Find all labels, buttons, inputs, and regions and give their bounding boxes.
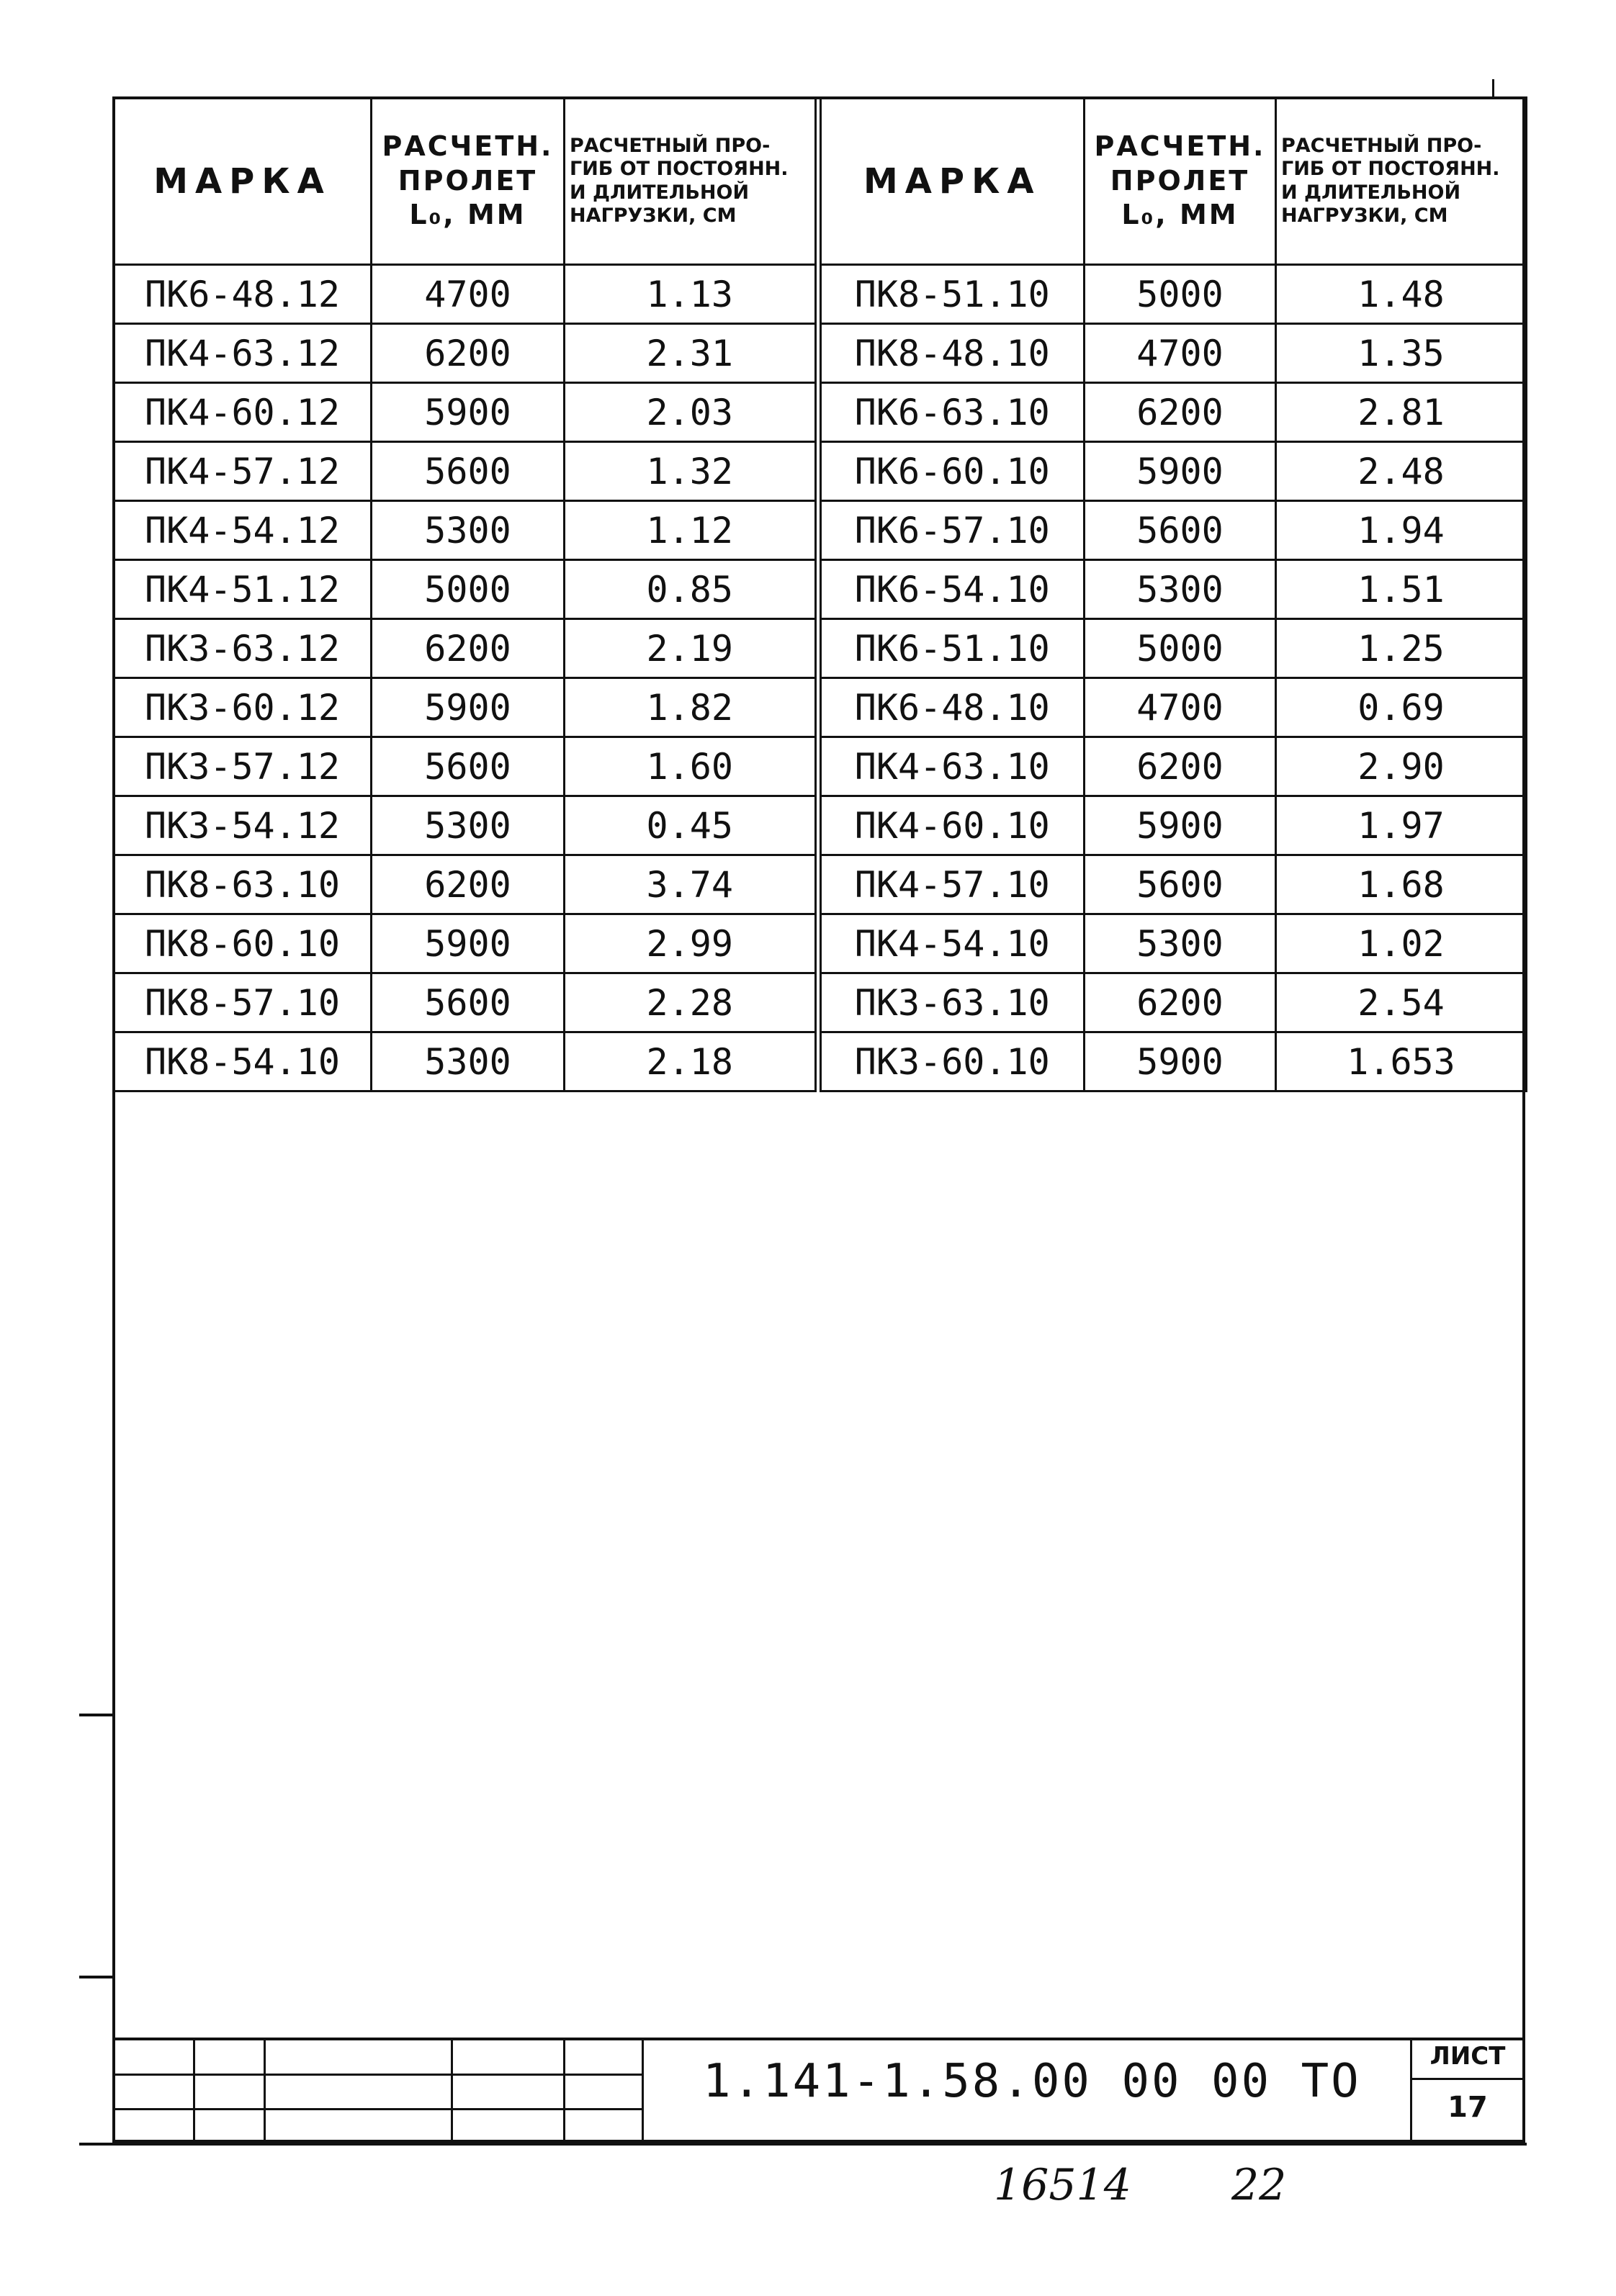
cell-span-left: 5000 — [372, 560, 565, 619]
handwritten-note — [994, 2160, 1373, 2210]
cell-mark-right: ПК3-60.10 — [818, 1032, 1085, 1091]
cell-span-right: 6200 — [1085, 973, 1276, 1032]
header-span-right — [1085, 98, 1276, 265]
cell-span-left: 5300 — [372, 1032, 565, 1091]
header-span-line-3: L₀, ММ — [1121, 199, 1239, 231]
cell-span-right: 5900 — [1085, 442, 1276, 501]
handwritten-number-right: 22 — [1231, 2160, 1287, 2210]
cell-span-right: 6200 — [1085, 737, 1276, 796]
cell-defl-left: 2.18 — [565, 1032, 818, 1091]
table-row — [114, 442, 1527, 501]
header-mark-right: МАРКА — [818, 98, 1085, 265]
table-row — [114, 678, 1527, 737]
cell-defl-left: 1.60 — [565, 737, 818, 796]
cell-mark-right: ПК6-60.10 — [818, 442, 1085, 501]
table-row — [114, 265, 1527, 324]
cell-span-left: 5300 — [372, 501, 565, 560]
header-defl-line-3: И ДЛИТЕЛЬНОЙ — [1281, 181, 1461, 204]
cell-mark-right: ПК6-54.10 — [818, 560, 1085, 619]
header-span-line-2: ПРОЛЕТ — [1110, 164, 1250, 197]
table-row — [114, 973, 1527, 1032]
grid-line — [112, 2074, 644, 2076]
cell-span-left: 6200 — [372, 324, 565, 383]
cell-span-right: 5300 — [1085, 914, 1276, 973]
cell-mark-left: ПК3-60.12 — [114, 678, 372, 737]
header-defl-line-1: РАСЧЕТНЫЙ ПРО- — [570, 134, 771, 157]
cell-span-left: 6200 — [372, 855, 565, 914]
cell-span-right: 5900 — [1085, 1032, 1276, 1091]
cell-span-right: 5000 — [1085, 619, 1276, 678]
cell-defl-left: 2.19 — [565, 619, 818, 678]
margin-tick — [79, 1976, 112, 1978]
table-row — [114, 619, 1527, 678]
cell-mark-left: ПК3-57.12 — [114, 737, 372, 796]
cell-span-left: 6200 — [372, 619, 565, 678]
header-defl-line-4: НАГРУЗКИ, СМ — [570, 204, 737, 227]
deflection-table — [112, 96, 1527, 1092]
table-body — [114, 265, 1527, 1091]
cell-span-right: 5000 — [1085, 265, 1276, 324]
cell-mark-right: ПК3-63.10 — [818, 973, 1085, 1032]
cell-mark-right: ПК8-51.10 — [818, 265, 1085, 324]
cell-span-left: 5600 — [372, 442, 565, 501]
grid-line — [264, 2040, 266, 2143]
cell-defl-right: 1.48 — [1276, 265, 1527, 324]
header-span-line-1: РАСЧЕТН. — [1094, 130, 1266, 163]
grid-line — [563, 2040, 565, 2143]
cell-span-left: 5900 — [372, 678, 565, 737]
table-row — [114, 855, 1527, 914]
cell-mark-right: ПК4-54.10 — [818, 914, 1085, 973]
header-span-line-3: L₀, ММ — [409, 199, 526, 231]
header-span-left — [372, 98, 565, 265]
cell-mark-left: ПК4-57.12 — [114, 442, 372, 501]
cell-defl-right: 0.69 — [1276, 678, 1527, 737]
cell-defl-left: 2.99 — [565, 914, 818, 973]
cell-mark-left: ПК8-60.10 — [114, 914, 372, 973]
margin-tick — [1492, 79, 1494, 98]
cell-defl-left: 1.32 — [565, 442, 818, 501]
cell-span-right: 4700 — [1085, 324, 1276, 383]
title-block — [112, 2038, 1525, 2143]
cell-defl-left: 1.82 — [565, 678, 818, 737]
header-defl-line-2: ГИБ ОТ ПОСТОЯНН. — [1281, 158, 1500, 181]
cell-mark-left: ПК4-60.12 — [114, 383, 372, 442]
header-span-line-1: РАСЧЕТН. — [382, 130, 554, 163]
header-defl-line-1: РАСЧЕТНЫЙ ПРО- — [1281, 134, 1482, 157]
cell-defl-left: 1.13 — [565, 265, 818, 324]
table-row — [114, 1032, 1527, 1091]
header-mark-left: МАРКА — [114, 98, 372, 265]
cell-span-right: 5300 — [1085, 560, 1276, 619]
grid-line — [642, 2040, 644, 2143]
cell-defl-left: 2.28 — [565, 973, 818, 1032]
header-defl-line-2: ГИБ ОТ ПОСТОЯНН. — [570, 158, 789, 181]
header-span-line-2: ПРОЛЕТ — [398, 164, 538, 197]
header-defl-line-4: НАГРУЗКИ, СМ — [1281, 204, 1448, 227]
cell-defl-right: 1.02 — [1276, 914, 1527, 973]
table-row — [114, 796, 1527, 855]
cell-defl-right: 2.81 — [1276, 383, 1527, 442]
cell-defl-right: 2.48 — [1276, 442, 1527, 501]
sheet-label: ЛИСТ — [1429, 2042, 1506, 2071]
cell-span-left: 4700 — [372, 265, 565, 324]
cell-mark-left: ПК4-63.12 — [114, 324, 372, 383]
cell-mark-right: ПК4-60.10 — [818, 796, 1085, 855]
cell-mark-left: ПК4-54.12 — [114, 501, 372, 560]
cell-mark-right: ПК6-63.10 — [818, 383, 1085, 442]
cell-span-right: 5600 — [1085, 855, 1276, 914]
grid-line — [451, 2040, 453, 2143]
table-row — [114, 324, 1527, 383]
cell-span-left: 5300 — [372, 796, 565, 855]
table-row — [114, 501, 1527, 560]
cell-mark-left: ПК8-57.10 — [114, 973, 372, 1032]
sheet-number: 17 — [1447, 2091, 1488, 2124]
cell-defl-left: 0.85 — [565, 560, 818, 619]
grid-line — [112, 2108, 644, 2110]
cell-mark-left: ПК3-54.12 — [114, 796, 372, 855]
table-header-row — [114, 98, 1527, 265]
cell-span-left: 5900 — [372, 914, 565, 973]
cell-span-right: 6200 — [1085, 383, 1276, 442]
header-deflection-right — [1276, 98, 1527, 265]
sheet-box — [1410, 2040, 1525, 2143]
cell-span-left: 5600 — [372, 737, 565, 796]
document-code: 1.141-1.58.00 00 00 ТО — [703, 2055, 1361, 2108]
cell-defl-right: 1.653 — [1276, 1032, 1527, 1091]
grid-line — [193, 2040, 195, 2143]
cell-defl-left: 3.74 — [565, 855, 818, 914]
cell-defl-right: 1.51 — [1276, 560, 1527, 619]
cell-defl-left: 2.03 — [565, 383, 818, 442]
cell-defl-right: 2.54 — [1276, 973, 1527, 1032]
cell-defl-right: 1.35 — [1276, 324, 1527, 383]
cell-mark-left: ПК3-63.12 — [114, 619, 372, 678]
cell-span-right: 5900 — [1085, 796, 1276, 855]
margin-tick — [79, 1714, 112, 1716]
header-deflection-left — [565, 98, 818, 265]
cell-mark-right: ПК4-63.10 — [818, 737, 1085, 796]
header-defl-line-3: И ДЛИТЕЛЬНОЙ — [570, 181, 750, 204]
cell-defl-left: 1.12 — [565, 501, 818, 560]
cell-span-left: 5900 — [372, 383, 565, 442]
cell-mark-left: ПК4-51.12 — [114, 560, 372, 619]
cell-span-right: 5600 — [1085, 501, 1276, 560]
cell-defl-left: 2.31 — [565, 324, 818, 383]
cell-defl-left: 0.45 — [565, 796, 818, 855]
cell-defl-right: 2.90 — [1276, 737, 1527, 796]
table-row — [114, 914, 1527, 973]
table-row — [114, 737, 1527, 796]
grid-line — [1410, 2078, 1525, 2080]
cell-defl-right: 1.94 — [1276, 501, 1527, 560]
table-row — [114, 560, 1527, 619]
cell-mark-left: ПК6-48.12 — [114, 265, 372, 324]
cell-defl-right: 1.25 — [1276, 619, 1527, 678]
handwritten-number-left: 16514 — [994, 2160, 1131, 2210]
cell-mark-right: ПК4-57.10 — [818, 855, 1085, 914]
cell-mark-right: ПК6-51.10 — [818, 619, 1085, 678]
cell-span-left: 5600 — [372, 973, 565, 1032]
cell-mark-left: ПК8-63.10 — [114, 855, 372, 914]
table-row — [114, 383, 1527, 442]
cell-mark-right: ПК8-48.10 — [818, 324, 1085, 383]
cell-mark-right: ПК6-48.10 — [818, 678, 1085, 737]
cell-mark-left: ПК8-54.10 — [114, 1032, 372, 1091]
bottom-rule — [79, 2143, 1527, 2146]
cell-defl-right: 1.97 — [1276, 796, 1527, 855]
cell-mark-right: ПК6-57.10 — [818, 501, 1085, 560]
cell-span-right: 4700 — [1085, 678, 1276, 737]
cell-defl-right: 1.68 — [1276, 855, 1527, 914]
